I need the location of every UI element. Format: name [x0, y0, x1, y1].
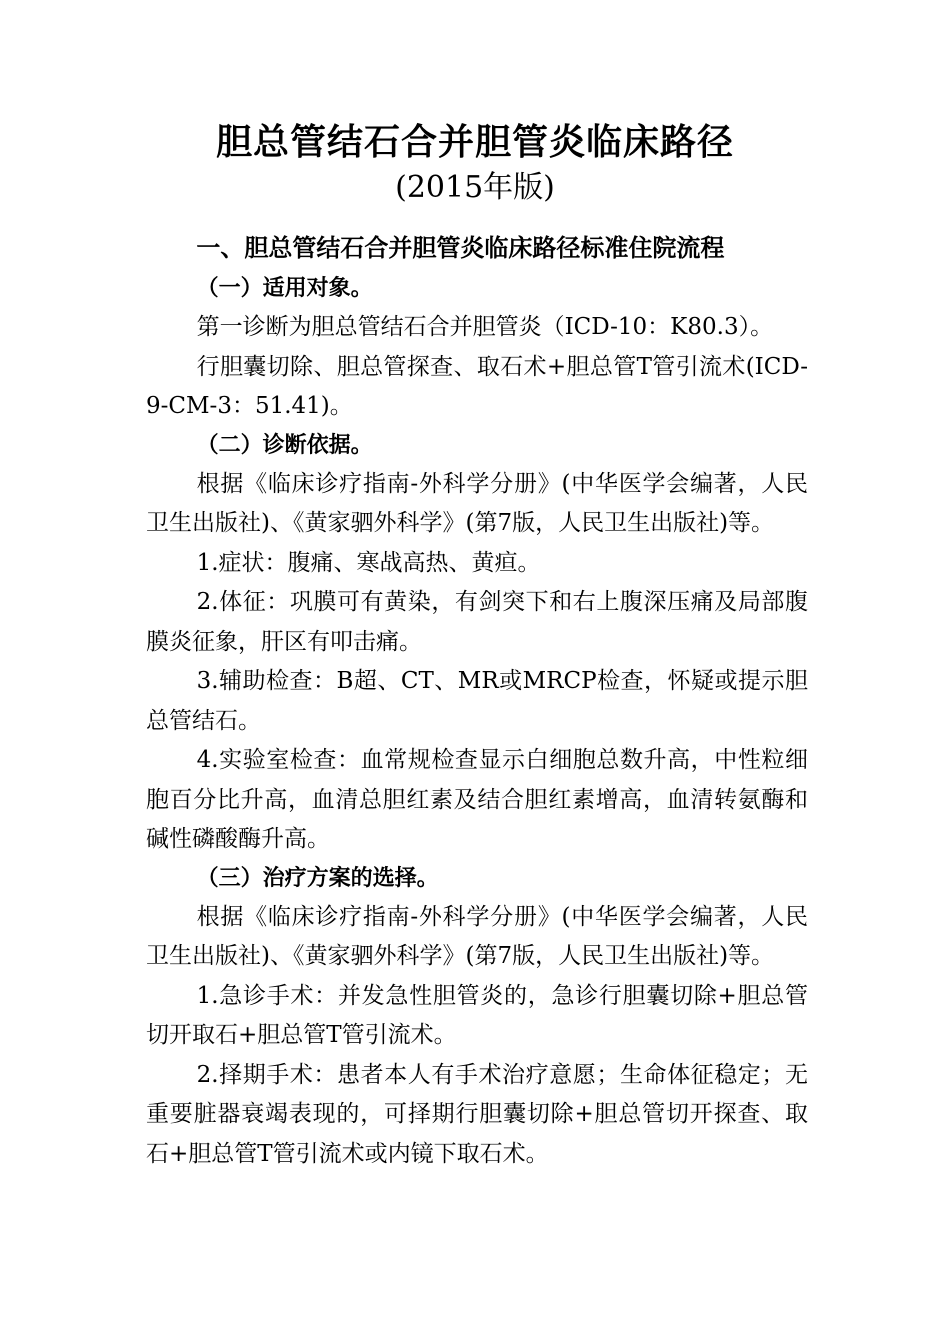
document-subtitle: (2015年版) — [395, 170, 555, 205]
paragraph: 根据《临床诊疗指南-外科学分册》(中华医学会编著，人民卫生出版社)、《黄家驷外科学》(第7版，人民卫生出版社)等。 — [146, 470, 808, 536]
paragraph: 根据《临床诊疗指南-外科学分册》(中华医学会编著，人民卫生出版社)、《黄家驷外科学》(第7版，人民卫生出版社)等。 — [146, 903, 808, 969]
subsection-heading-applicable-subjects: （一）适用对象。 — [196, 276, 373, 301]
paragraph: 2.体征：巩膜可有黄染，有剑突下和右上腹深压痛及局部腹膜炎征象，肝区有叩击痛。 — [146, 589, 808, 655]
document-body — [146, 226, 808, 1174]
document-title: 胆总管结石合并胆管炎临床路径 — [215, 122, 734, 163]
paragraph: 第一诊断为胆总管结石合并胆管炎（ICD-10：K80.3）。 — [196, 314, 774, 340]
paragraph: 3.辅助检查：B超、CT、MR或MRCP检查，怀疑或提示胆总管结石。 — [146, 668, 808, 734]
section-heading-1: 一、胆总管结石合并胆管炎临床路径标准住院流程 — [196, 234, 725, 262]
paragraph: 1.急诊手术：并发急性胆管炎的，急诊行胆囊切除+胆总管切开取石+胆总管T管引流术。 — [146, 982, 808, 1048]
paragraph: 2.择期手术：患者本人有手术治疗意愿；生命体征稳定；无重要脏器衰竭表现的，可择期行胆囊切除+胆总管切开探查、取石+胆总管T管引流术或内镜下取石术。 — [146, 1061, 808, 1167]
paragraph: 行胆囊切除、胆总管探查、取石术+胆总管T管引流术(ICD-9-CM-3：51.41)。 — [146, 353, 808, 419]
subsection-heading-treatment-plan: （三）治疗方案的选择。 — [196, 865, 439, 891]
paragraph: 1.症状：腹痛、寒战高热、黄疸。 — [196, 549, 541, 576]
subsection-heading-diagnosis-basis: （二）诊断依据。 — [196, 432, 373, 458]
paragraph: 4.实验室检查：血常规检查显示白细胞总数升高，中性粒细胞百分比升高，血清总胆红素及结合胆红素增高，血清转氨酶和碱性磷酸酶升高。 — [146, 747, 808, 852]
